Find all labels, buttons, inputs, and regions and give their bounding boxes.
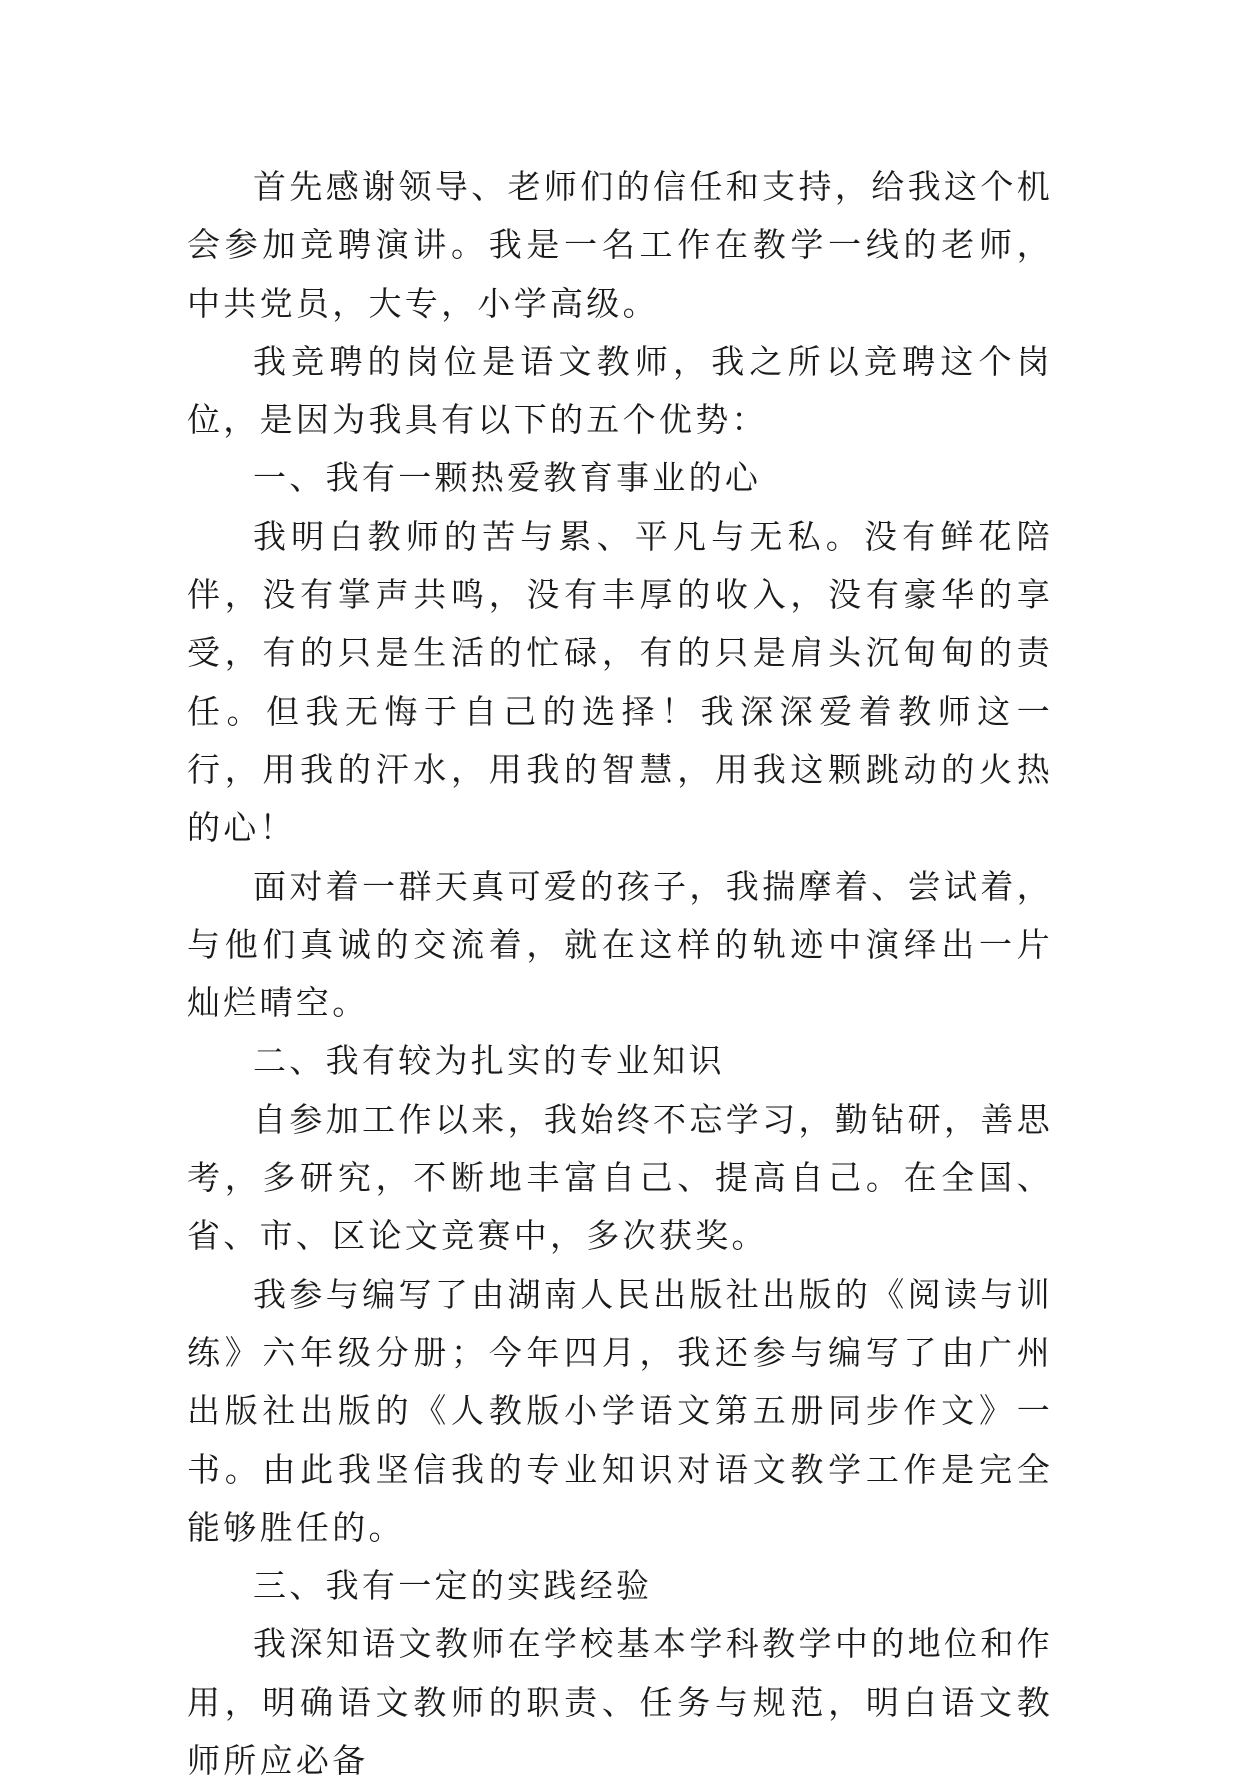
paragraph-position: 我竞聘的岗位是语文教师，我之所以竞聘这个岗位，是因为我具有以下的五个优势： [187, 341, 1053, 440]
paragraph-publications: 我参与编写了由湖南人民出版社出版的《阅读与训练》六年级分册；今年四月，我还参与编写了由广州出版社出版的《人教版小学语文第五册同步作文》一书。由此我坚信我的专业知识对语文教学工作是完全能够胜任的。 [187, 1274, 1053, 1547]
paragraph-teacher-duty: 我明白教师的苦与累、平凡与无私。没有鲜花陪伴，没有掌声共鸣，没有丰厚的收入，没有豪华的享受，有的只是生活的忙碌，有的只是肩头沉甸甸的责任。但我无悔于自己的选择！我深深爱着教师这一行，用我的汗水，用我的智慧，用我这颗跳动的火热的心！ [187, 516, 1053, 848]
document-body [187, 158, 1053, 1790]
paragraph-children: 面对着一群天真可爱的孩子，我揣摩着、尝试着，与他们真诚的交流着，就在这样的轨迹中演绎出一片灿烂晴空。 [187, 866, 1053, 1023]
paragraph-intro: 首先感谢领导、老师们的信任和支持，给我这个机会参加竞聘演讲。我是一名工作在教学一线的老师，中共党员，大专，小学高级。 [187, 167, 1053, 323]
paragraph-study: 自参加工作以来，我始终不忘学习，勤钻研，善思考，多研究，不断地丰富自己、提高自己。在全国、省、市、区论文竞赛中，多次获奖。 [187, 1099, 1053, 1256]
heading-advantage-2: 二、我有较为扎实的专业知识 [253, 1041, 725, 1081]
heading-advantage-1: 一、我有一颗热爱教育事业的心 [253, 458, 762, 498]
heading-advantage-3: 三、我有一定的实践经验 [253, 1566, 653, 1606]
paragraph-practice: 我深知语文教师在学校基本学科教学中的地位和作用，明确语文教师的职责、任务与规范，明白语文教师所应必备 [187, 1624, 1053, 1781]
